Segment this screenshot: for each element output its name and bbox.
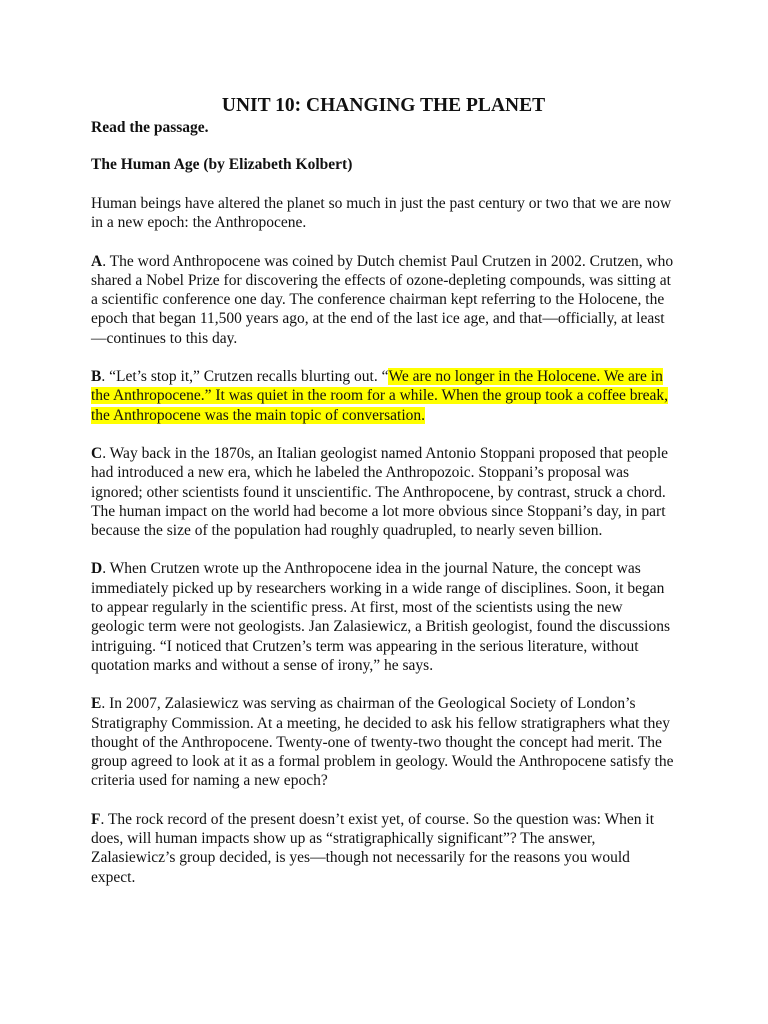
paragraph-letter: A — [91, 252, 103, 270]
paragraph-e — [91, 694, 676, 790]
paragraph-letter: E — [91, 695, 102, 713]
paragraph-a — [91, 252, 676, 348]
paragraph-text: . “Let’s stop it,” Crutzen recalls blurting out. “ — [101, 368, 389, 386]
paragraph-letter: C — [91, 444, 103, 462]
unit-title: UNIT 10: CHANGING THE PLANET — [221, 95, 546, 116]
passage-title: The Human Age (by Elizabeth Kolbert) — [91, 156, 353, 173]
paragraph-text: . When Crutzen wrote up the Anthropocene idea in the journal Nature, the concept was immediately picked up by researchers working in a wide range of disciplines. Soon, it began to appear regularly in the scientific press. At first, most of the scientists using the new geologic term were not geologists. Jan Zalasiewicz, a British geologist, found the discussions intriguing. “I noticed that Crutzen’s term was appearing in the serious literature, without quotation marks and without a sense of irony,” he says. — [91, 560, 670, 674]
paragraph-text: . In 2007, Zalasiewicz was serving as chairman of the Geological Society of London’s Stratigraphy Commission. At a meeting, he decided to ask his fellow stratigraphers what they thought of the Anthropocene. Twenty-one of twenty-two thought the concept had merit. The group agreed to look at it as a formal problem in geology. Would the Anthropocene satisfy the criteria used for naming a new epoch? — [91, 695, 674, 790]
paragraph-f — [91, 810, 676, 887]
paragraph-text: . Way back in the 1870s, an Italian geologist named Antonio Stoppani proposed that people had introduced a new era, which he labeled the Anthropozoic. Stoppani’s proposal was ignored; other scientists found it unscientific. The Anthropocene, by contrast, struck a chord. The human impact on the world had become a lot more obvious since Stoppani’s day, in part because the size of the population had roughly quadrupled, to nearly seven billion. — [91, 444, 669, 540]
intro-paragraph: Human beings have altered the planet so much in just the past century or two that we are now in a new epoch: the Anthropocene. — [91, 195, 672, 232]
paragraph-c — [91, 444, 676, 540]
paragraph-text: . The word Anthropocene was coined by Dutch chemist Paul Crutzen in 2002. Crutzen, who shared a Nobel Prize for discovering the effects of ozone-depleting compounds, was sitting at a scientific conference one day. The conference chairman kept referring to the Holocene, the epoch that began 11,500 years ago, at the end of the last ice age, and that—officially, at least—continues to this day. — [91, 252, 674, 347]
paragraph-letter: D — [91, 560, 103, 578]
paragraph-b — [91, 367, 676, 425]
paragraph-d — [91, 559, 676, 675]
paragraph-text: . The rock record of the present doesn’t exist yet, of course. So the question was: When it does, will human impacts show up as “stratigraphically significant”? The answer, Zalasiewicz’s group decided, is yes—though not necessarily for the reasons you would expect. — [91, 810, 655, 886]
paragraph-letter: F — [91, 810, 101, 828]
instruction: Read the passage. — [91, 119, 209, 136]
paragraph-letter: B — [91, 368, 102, 386]
highlighted-text: We are no longer in the Holocene. We are in the Anthropocene.” It was quiet in the room for a while. When the group took a coffee break, the Anthropocene was the main topic of conversation. — [91, 368, 669, 424]
